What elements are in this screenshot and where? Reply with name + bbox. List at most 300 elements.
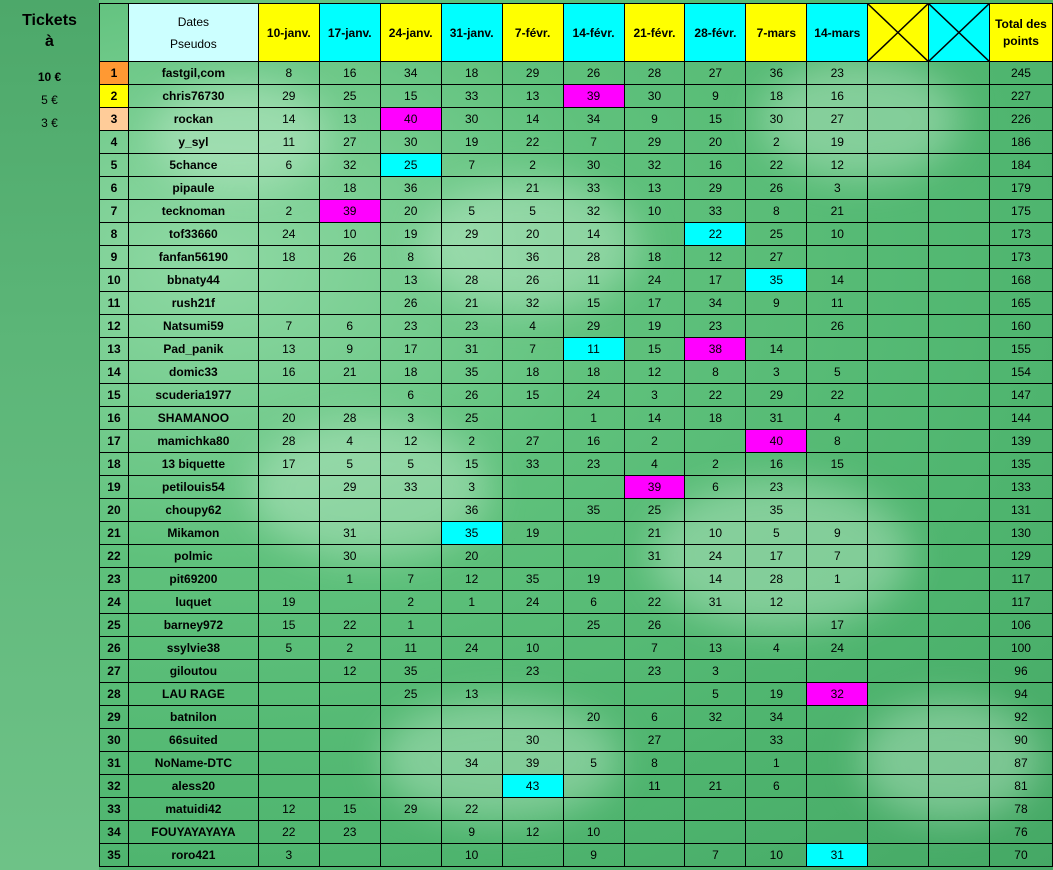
pseudo-cell: Natsumi59 (128, 315, 258, 338)
score-cell: 15 (319, 798, 380, 821)
score-cell: 15 (502, 384, 563, 407)
score-cell (807, 660, 868, 683)
score-cell: 24 (685, 545, 746, 568)
rank-cell: 32 (100, 775, 129, 798)
score-cell: 36 (441, 499, 502, 522)
score-cell: 30 (563, 154, 624, 177)
table-row (100, 476, 1053, 499)
score-cell: 29 (624, 131, 685, 154)
rank-cell: 10 (100, 269, 129, 292)
rank-cell: 3 (100, 108, 129, 131)
pseudo-cell: pipaule (128, 177, 258, 200)
pseudo-cell: rush21f (128, 292, 258, 315)
score-cell: 25 (563, 614, 624, 637)
total-cell: 186 (989, 131, 1052, 154)
score-cell (746, 660, 807, 683)
score-cell: 14 (502, 108, 563, 131)
empty-cell (929, 200, 990, 223)
empty-cell (929, 430, 990, 453)
score-cell: 19 (624, 315, 685, 338)
empty-cell (868, 453, 929, 476)
score-cell: 21 (624, 522, 685, 545)
empty-cell (929, 223, 990, 246)
score-cell (563, 660, 624, 683)
score-cell: 8 (380, 246, 441, 269)
score-cell: 1 (563, 407, 624, 430)
table-row (100, 844, 1053, 867)
score-cell (319, 269, 380, 292)
empty-cell (929, 729, 990, 752)
score-cell (807, 821, 868, 844)
score-cell (319, 292, 380, 315)
total-cell: 227 (989, 85, 1052, 108)
score-cell: 9 (563, 844, 624, 867)
total-cell: 175 (989, 200, 1052, 223)
table-row (100, 683, 1053, 706)
score-cell (441, 729, 502, 752)
prize-3: 3 € (41, 116, 58, 130)
pseudo-cell: domic33 (128, 361, 258, 384)
pseudo-cell: Pad_panik (128, 338, 258, 361)
score-cell: 34 (441, 752, 502, 775)
empty-cell (929, 177, 990, 200)
score-cell (807, 729, 868, 752)
score-cell (746, 614, 807, 637)
empty-cell (868, 154, 929, 177)
score-cell: 28 (319, 407, 380, 430)
rank-cell: 14 (100, 361, 129, 384)
total-cell: 135 (989, 453, 1052, 476)
empty-cell (868, 200, 929, 223)
score-cell: 29 (319, 476, 380, 499)
table-row (100, 131, 1053, 154)
score-cell: 32 (563, 200, 624, 223)
empty-cell (868, 683, 929, 706)
empty-date-header-crossed (929, 4, 990, 62)
score-cell (441, 775, 502, 798)
score-cell: 29 (563, 315, 624, 338)
dates-label: Dates (177, 14, 210, 29)
total-cell: 173 (989, 246, 1052, 269)
total-cell: 168 (989, 269, 1052, 292)
empty-cell (868, 430, 929, 453)
empty-cell (929, 154, 990, 177)
score-cell: 14 (685, 568, 746, 591)
score-cell: 36 (502, 246, 563, 269)
score-cell: 12 (258, 798, 319, 821)
score-cell: 20 (685, 131, 746, 154)
score-cell: 14 (624, 407, 685, 430)
score-cell: 15 (685, 108, 746, 131)
score-cell: 30 (624, 85, 685, 108)
score-cell: 25 (319, 85, 380, 108)
score-cell: 5 (746, 522, 807, 545)
rank-cell: 33 (100, 798, 129, 821)
table-row (100, 706, 1053, 729)
score-cell: 26 (380, 292, 441, 315)
score-cell: 23 (807, 62, 868, 85)
score-cell: 8 (685, 361, 746, 384)
total-cell: 78 (989, 798, 1052, 821)
cross-icon (868, 4, 928, 61)
rank-cell: 29 (100, 706, 129, 729)
rank-cell: 21 (100, 522, 129, 545)
score-cell (624, 223, 685, 246)
score-cell (258, 499, 319, 522)
score-cell: 26 (563, 62, 624, 85)
rank-cell: 2 (100, 85, 129, 108)
score-cell: 16 (319, 62, 380, 85)
score-cell: 28 (258, 430, 319, 453)
empty-cell (929, 453, 990, 476)
total-cell: 226 (989, 108, 1052, 131)
score-cell: 7 (441, 154, 502, 177)
score-cell: 5 (258, 637, 319, 660)
score-cell (807, 338, 868, 361)
total-cell: 76 (989, 821, 1052, 844)
total-cell: 173 (989, 223, 1052, 246)
score-cell (685, 798, 746, 821)
score-cell (319, 844, 380, 867)
header-dates-pseudos (128, 4, 258, 62)
score-cell (258, 752, 319, 775)
rank-cell: 19 (100, 476, 129, 499)
score-cell (380, 499, 441, 522)
score-cell: 7 (807, 545, 868, 568)
score-cell (502, 407, 563, 430)
score-cell: 3 (685, 660, 746, 683)
score-cell: 29 (380, 798, 441, 821)
score-cell: 30 (502, 729, 563, 752)
total-cell: 81 (989, 775, 1052, 798)
score-cell: 18 (319, 177, 380, 200)
pseudo-cell: FOUYAYAYAYA (128, 821, 258, 844)
score-cell: 18 (441, 62, 502, 85)
score-cell: 28 (746, 568, 807, 591)
rank-cell: 22 (100, 545, 129, 568)
score-cell: 27 (746, 246, 807, 269)
score-cell: 1 (380, 614, 441, 637)
date-header: 7-mars (746, 4, 807, 62)
score-cell (319, 706, 380, 729)
pseudo-cell: ssylvie38 (128, 637, 258, 660)
score-cell (624, 568, 685, 591)
score-cell: 23 (441, 315, 502, 338)
score-cell: 4 (746, 637, 807, 660)
score-cell (258, 269, 319, 292)
score-cell: 5 (380, 453, 441, 476)
empty-cell (868, 269, 929, 292)
score-cell: 21 (502, 177, 563, 200)
score-cell: 26 (807, 315, 868, 338)
score-cell: 28 (563, 246, 624, 269)
score-cell: 18 (624, 246, 685, 269)
empty-cell (929, 660, 990, 683)
score-cell: 32 (807, 683, 868, 706)
score-cell: 12 (380, 430, 441, 453)
pseudo-cell: batnilon (128, 706, 258, 729)
score-cell: 43 (502, 775, 563, 798)
score-cell: 21 (441, 292, 502, 315)
table-row (100, 752, 1053, 775)
table-row (100, 568, 1053, 591)
empty-cell (868, 407, 929, 430)
table-row (100, 361, 1053, 384)
empty-cell (868, 568, 929, 591)
empty-cell (868, 62, 929, 85)
total-cell: 245 (989, 62, 1052, 85)
score-cell: 35 (563, 499, 624, 522)
total-cell: 90 (989, 729, 1052, 752)
empty-cell (868, 108, 929, 131)
total-cell: 130 (989, 522, 1052, 545)
score-cell (502, 683, 563, 706)
score-cell: 23 (319, 821, 380, 844)
score-cell: 22 (685, 384, 746, 407)
date-header: 21-févr. (624, 4, 685, 62)
score-cell: 25 (746, 223, 807, 246)
score-cell: 18 (258, 246, 319, 269)
rank-cell: 12 (100, 315, 129, 338)
rank-cell: 4 (100, 131, 129, 154)
score-cell: 34 (380, 62, 441, 85)
empty-cell (929, 522, 990, 545)
score-cell: 22 (258, 821, 319, 844)
table-row (100, 315, 1053, 338)
score-cell (807, 591, 868, 614)
total-cell: 165 (989, 292, 1052, 315)
score-cell: 7 (380, 568, 441, 591)
score-cell: 5 (807, 361, 868, 384)
prize-1: 10 € (37, 70, 62, 84)
score-cell: 12 (807, 154, 868, 177)
score-cell (441, 177, 502, 200)
rank-cell: 7 (100, 200, 129, 223)
rank-cell: 30 (100, 729, 129, 752)
score-cell: 34 (685, 292, 746, 315)
total-cell: 117 (989, 591, 1052, 614)
score-cell: 30 (319, 545, 380, 568)
empty-cell (868, 752, 929, 775)
score-cell: 34 (563, 108, 624, 131)
score-cell: 31 (624, 545, 685, 568)
score-cell: 24 (563, 384, 624, 407)
score-cell: 33 (441, 85, 502, 108)
score-cell: 10 (563, 821, 624, 844)
score-cell: 19 (563, 568, 624, 591)
score-cell: 6 (319, 315, 380, 338)
empty-cell (929, 844, 990, 867)
empty-cell (868, 844, 929, 867)
rank-cell: 23 (100, 568, 129, 591)
header-row (100, 4, 1053, 62)
score-cell (258, 292, 319, 315)
table-row (100, 269, 1053, 292)
score-cell: 22 (685, 223, 746, 246)
table-row (100, 522, 1053, 545)
rank-cell: 8 (100, 223, 129, 246)
total-cell: 184 (989, 154, 1052, 177)
empty-cell (868, 729, 929, 752)
score-cell: 6 (258, 154, 319, 177)
table-row (100, 200, 1053, 223)
score-cell: 18 (380, 361, 441, 384)
ranking-table (99, 3, 1053, 867)
score-cell (624, 798, 685, 821)
score-cell: 8 (807, 430, 868, 453)
table-row (100, 177, 1053, 200)
score-cell: 29 (746, 384, 807, 407)
table-row (100, 453, 1053, 476)
pseudo-cell: scuderia1977 (128, 384, 258, 407)
score-cell: 32 (502, 292, 563, 315)
score-cell: 13 (380, 269, 441, 292)
score-cell (319, 499, 380, 522)
score-cell: 33 (502, 453, 563, 476)
score-cell: 10 (441, 844, 502, 867)
score-cell: 19 (441, 131, 502, 154)
score-cell: 6 (563, 591, 624, 614)
score-cell: 12 (685, 246, 746, 269)
score-cell (685, 499, 746, 522)
empty-cell (868, 798, 929, 821)
empty-cell (929, 292, 990, 315)
score-cell: 11 (807, 292, 868, 315)
score-cell: 13 (502, 85, 563, 108)
score-cell: 7 (685, 844, 746, 867)
score-cell (502, 844, 563, 867)
score-cell: 6 (624, 706, 685, 729)
empty-cell (868, 499, 929, 522)
total-cell: 106 (989, 614, 1052, 637)
date-header: 17-janv. (319, 4, 380, 62)
pseudo-cell: roro421 (128, 844, 258, 867)
table-row (100, 85, 1053, 108)
score-cell (380, 775, 441, 798)
pseudo-cell: polmic (128, 545, 258, 568)
score-cell (380, 752, 441, 775)
empty-cell (929, 591, 990, 614)
score-cell: 4 (502, 315, 563, 338)
score-cell: 13 (685, 637, 746, 660)
date-header: 14-mars (807, 4, 868, 62)
empty-cell (868, 821, 929, 844)
score-cell: 7 (563, 131, 624, 154)
score-cell (258, 683, 319, 706)
score-cell: 15 (807, 453, 868, 476)
score-cell: 2 (258, 200, 319, 223)
score-cell: 2 (502, 154, 563, 177)
score-cell: 32 (624, 154, 685, 177)
total-header: Total des points (989, 4, 1052, 62)
date-header: 28-févr. (685, 4, 746, 62)
score-cell: 26 (624, 614, 685, 637)
pseudos-label: Pseudos (170, 36, 217, 51)
score-cell: 5 (502, 200, 563, 223)
score-cell: 2 (624, 430, 685, 453)
score-cell: 19 (502, 522, 563, 545)
score-cell: 18 (746, 85, 807, 108)
empty-cell (929, 131, 990, 154)
score-cell (258, 729, 319, 752)
score-cell: 30 (441, 108, 502, 131)
table-row (100, 798, 1053, 821)
score-cell: 25 (624, 499, 685, 522)
table-row (100, 729, 1053, 752)
score-cell (563, 683, 624, 706)
score-cell: 29 (441, 223, 502, 246)
pseudo-cell: fanfan56190 (128, 246, 258, 269)
score-cell: 19 (807, 131, 868, 154)
score-cell (746, 821, 807, 844)
score-cell (258, 568, 319, 591)
empty-cell (868, 637, 929, 660)
empty-cell (868, 591, 929, 614)
score-cell: 21 (807, 200, 868, 223)
score-cell (441, 660, 502, 683)
pseudo-cell: 13 biquette (128, 453, 258, 476)
empty-cell (929, 361, 990, 384)
empty-cell (929, 775, 990, 798)
score-cell: 17 (624, 292, 685, 315)
score-cell: 10 (807, 223, 868, 246)
empty-cell (929, 108, 990, 131)
score-cell: 35 (746, 499, 807, 522)
score-cell (746, 315, 807, 338)
score-cell (685, 430, 746, 453)
score-cell: 14 (563, 223, 624, 246)
score-cell (807, 476, 868, 499)
score-cell: 17 (746, 545, 807, 568)
score-cell: 2 (685, 453, 746, 476)
score-cell: 3 (380, 407, 441, 430)
score-cell (258, 476, 319, 499)
score-cell: 17 (685, 269, 746, 292)
score-cell (258, 775, 319, 798)
score-cell: 5 (319, 453, 380, 476)
rank-cell: 25 (100, 614, 129, 637)
score-cell: 17 (380, 338, 441, 361)
score-cell: 1 (807, 568, 868, 591)
empty-cell (868, 361, 929, 384)
score-cell: 27 (502, 430, 563, 453)
score-cell: 24 (502, 591, 563, 614)
score-cell (563, 545, 624, 568)
score-cell: 15 (624, 338, 685, 361)
score-cell: 11 (563, 269, 624, 292)
table-row (100, 660, 1053, 683)
score-cell (685, 614, 746, 637)
empty-cell (929, 246, 990, 269)
score-cell: 10 (624, 200, 685, 223)
score-cell (563, 637, 624, 660)
score-cell: 8 (258, 62, 319, 85)
table-row (100, 246, 1053, 269)
score-cell: 29 (502, 62, 563, 85)
score-cell: 1 (746, 752, 807, 775)
rank-cell: 26 (100, 637, 129, 660)
pseudo-cell: matuidi42 (128, 798, 258, 821)
score-cell: 20 (380, 200, 441, 223)
score-cell: 12 (502, 821, 563, 844)
score-cell: 23 (746, 476, 807, 499)
pseudo-cell: barney972 (128, 614, 258, 637)
table-row (100, 108, 1053, 131)
score-cell: 3 (807, 177, 868, 200)
empty-cell (868, 476, 929, 499)
empty-cell (929, 62, 990, 85)
score-cell (502, 499, 563, 522)
